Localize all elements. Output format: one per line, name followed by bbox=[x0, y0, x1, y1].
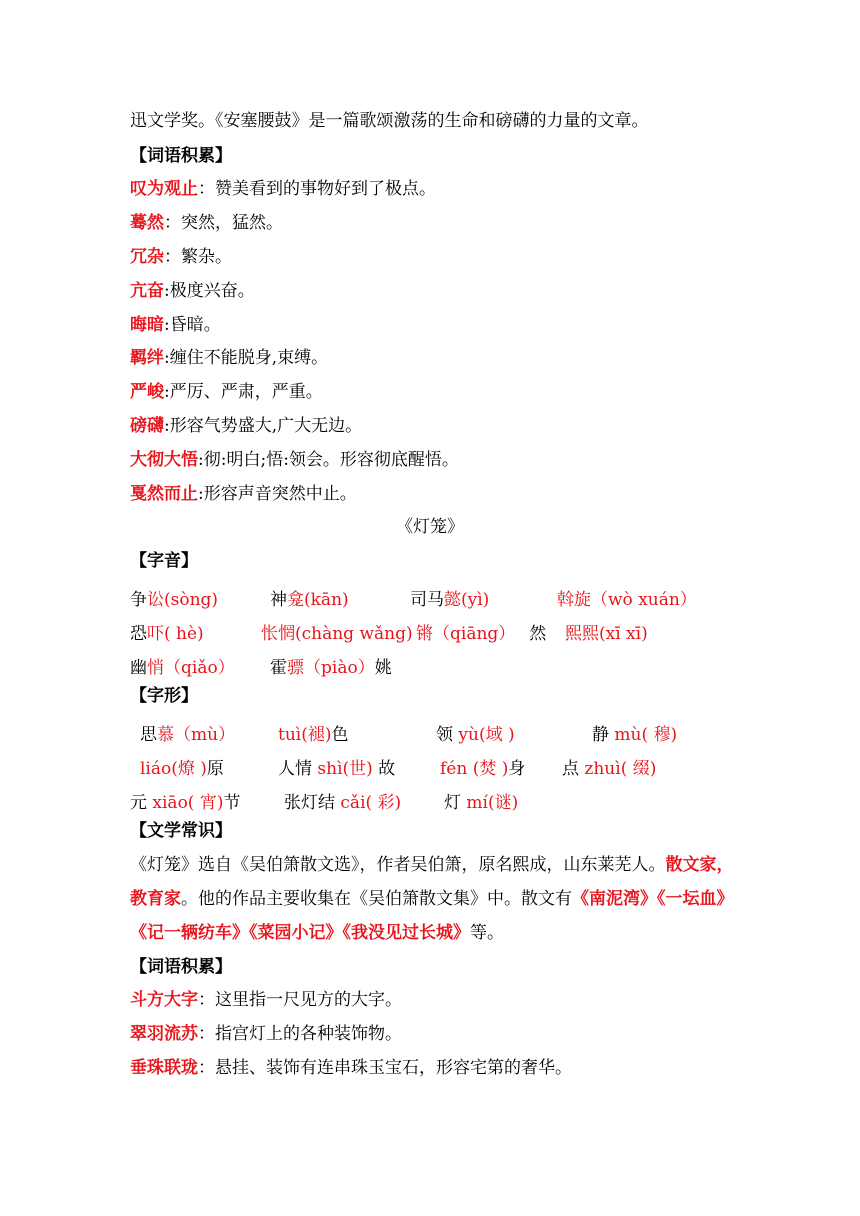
glyph-item: 思慕（mù） bbox=[140, 725, 236, 745]
pronunciation-item: 霍骠（piào）姚 bbox=[270, 658, 392, 678]
pronunciation-item: 争讼(sòng) bbox=[130, 590, 219, 610]
glyph-item: 灯 mí(谜) bbox=[444, 793, 519, 813]
vocab-heading: 【词语积累】 bbox=[130, 146, 232, 166]
pronunciation-item: 斡旋（wò xuán） bbox=[557, 590, 697, 610]
pronunciation-item: 幽悄（qiǎo） bbox=[130, 658, 235, 678]
pronunciation-item: 熙熙(xī xī) bbox=[565, 624, 648, 644]
pronunciation-item: 司马懿(yì) bbox=[410, 590, 490, 610]
glyph-item: 人情 shì(世) 故 bbox=[278, 759, 396, 779]
vocab-entry: 斗方大字：这里指一尺见方的大字。 bbox=[130, 990, 402, 1010]
pronunciation-heading: 【字音】 bbox=[130, 551, 198, 571]
literature-paragraph: 《灯笼》选自《吴伯箫散文选》，作者吴伯箫，原名熙成，山东莱芜人。散文家，教育家。他的作品主要收集在《吴伯箫散文集》中。散文有《南泥湾》《一坛血》《记一辆纺车》《菜园小记》《我没见过长城》等。 bbox=[130, 855, 734, 943]
glyph-item: 点 zhuì( 缀) bbox=[562, 759, 657, 779]
vocab-entry: 翠羽流苏：指宫灯上的各种装饰物。 bbox=[130, 1024, 402, 1044]
glyphs-heading: 【字形】 bbox=[130, 686, 198, 706]
pronunciation-item: 恐吓( hè) bbox=[130, 624, 204, 644]
glyph-item: fén (焚 )身 bbox=[440, 759, 526, 779]
glyph-item: 领 yù(域 ) bbox=[436, 725, 515, 745]
intro-tail-text: 迅文学奖。《安塞腰鼓》是一篇歌颂激荡的生命和磅礴的力量的文章。 bbox=[130, 111, 649, 131]
pronunciation-item: 锵（qiāng） 然 bbox=[416, 624, 547, 644]
pronunciation-item: 神龛(kān) bbox=[270, 590, 349, 610]
glyph-item: liáo(燎 )原 bbox=[140, 759, 224, 779]
vocab-entry: 蓦然：突然，猛然。 bbox=[130, 213, 283, 233]
pronunciation-item: 怅惘(chàng wǎng) bbox=[261, 624, 413, 644]
vocab-entry: 冗杂：繁杂。 bbox=[130, 247, 232, 267]
vocab-entry: 严峻:严厉、严肃，严重。 bbox=[130, 382, 323, 402]
vocab-entry: 大彻大悟:彻:明白;悟:领会。形容彻底醒悟。 bbox=[130, 450, 459, 470]
vocab-entry: 晦暗:昏暗。 bbox=[130, 315, 221, 335]
glyph-item: 元 xiāo( 宵)节 bbox=[130, 793, 241, 813]
vocab2-heading: 【词语积累】 bbox=[130, 957, 232, 977]
literature-heading: 【文学常识】 bbox=[130, 821, 232, 841]
lesson-title: 《灯笼》 bbox=[396, 517, 464, 537]
vocab-entry: 叹为观止：赞美看到的事物好到了极点。 bbox=[130, 179, 436, 199]
glyph-item: 张灯结 cǎi( 彩) bbox=[284, 793, 402, 813]
vocab-entry: 戛然而止:形容声音突然中止。 bbox=[130, 484, 357, 504]
vocab-entry: 亢奋:极度兴奋。 bbox=[130, 281, 255, 301]
vocab-entry: 垂珠联珑：悬挂、装饰有连串珠玉宝石，形容宅第的奢华。 bbox=[130, 1058, 572, 1078]
glyph-item: tuì(褪)色 bbox=[278, 725, 349, 745]
vocab-entry: 羁绊:缠住不能脱身,束缚。 bbox=[130, 348, 329, 368]
vocab-entry: 磅礴:形容气势盛大,广大无边。 bbox=[130, 416, 363, 436]
glyph-item: 静 mù( 穆) bbox=[592, 725, 678, 745]
